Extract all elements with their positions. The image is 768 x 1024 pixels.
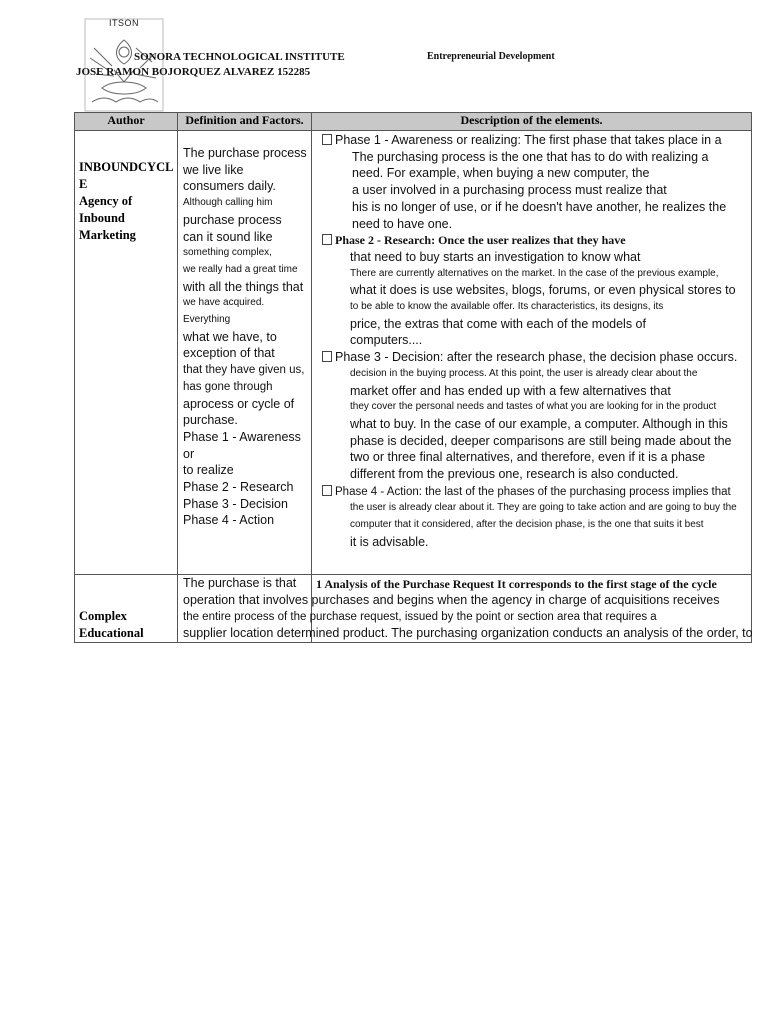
bullet-icon: [322, 351, 332, 362]
description-line: need. For example, when buying a new computer, the: [352, 166, 650, 181]
overflow-line: supplier location determined product. The purchasing organization conducts an analysis of the order, to: [183, 626, 753, 641]
definition-line: consumers daily.: [183, 179, 276, 194]
overflow-line: the entire process of the purchase request, issued by the point or section area that requires a: [183, 610, 657, 623]
description-line: they cover the personal needs and tastes of what you are looking for in the product: [350, 401, 717, 413]
definition-line: purchase.: [183, 413, 238, 428]
bullet-text: Phase 3 - Decision: after the research phase, the decision phase occurs.: [335, 350, 738, 365]
description-line: that need to buy starts an investigation to know what: [350, 249, 641, 264]
bullet-icon: [322, 485, 332, 496]
definition-cell: [178, 131, 312, 575]
table-row: [75, 575, 752, 643]
description-cell: [312, 131, 752, 575]
definition-line: Although calling him: [183, 197, 273, 209]
overflow-line: operation that involves purchases and begins when the agency in charge of acquisitions receives: [183, 593, 720, 607]
description-line: [300, 349, 751, 366]
description-line: a user involved in a purchasing process must realize that: [352, 183, 667, 198]
definition-line: we really had a great time: [183, 263, 298, 275]
author-text: [75, 575, 177, 642]
definition-line: something complex,: [183, 247, 272, 259]
definition-text: [178, 131, 311, 529]
description-line: [300, 132, 751, 149]
description-line: [300, 483, 751, 501]
description-line: computer that it considered, after the decision phase, is the one that suits it best: [350, 519, 704, 531]
definition-line: what we have, to: [183, 329, 277, 344]
definition-line: can it sound like: [183, 229, 273, 244]
definition-line: The purchase process: [183, 146, 307, 160]
definition-line: we have acquired. Everything: [183, 297, 265, 326]
author-cell: [75, 131, 178, 575]
description-line: it is advisable.: [350, 534, 429, 549]
bullet-text: Phase 4 - Action: the last of the phases of the purchasing process implies that: [335, 485, 731, 498]
description-line: his is no longer of use, or if he doesn't have another, he realizes the: [352, 199, 727, 214]
table-header-row: [75, 113, 752, 131]
definition-line: exception of that: [183, 346, 275, 361]
institute-name: SONORA TECHNOLOGICAL INSTITUTE: [134, 51, 345, 63]
author-line: Agency of: [79, 194, 133, 208]
definition-line: aprocess or cycle of: [183, 396, 295, 411]
author-cell: [75, 575, 178, 643]
description-line: to be able to know the available offer. Its characteristics, its designs, its: [350, 301, 664, 313]
description-line: need to have one.: [352, 216, 453, 231]
description-line: The purchasing process is the one that has to do with realizing a: [352, 149, 709, 164]
description-line: two or three final alternatives, and therefore, even if it is a phase: [350, 450, 706, 465]
bullet-icon: [322, 234, 332, 245]
author-line: Educational: [79, 626, 144, 640]
definition-line: to realize: [183, 463, 234, 478]
description-line: price, the extras that come with each of the models of: [350, 316, 646, 331]
author-line: Inbound: [79, 211, 125, 225]
description-first-line: 1 Analysis of the Purchase Request It corresponds to the first stage of the cycle: [316, 577, 717, 591]
comparison-table: [74, 112, 752, 643]
author-text: [75, 131, 177, 244]
student-name: JOSE RAMON BOJORQUEZ ALVAREZ 152285: [76, 66, 311, 78]
header-author: Author: [75, 113, 178, 131]
header-description: Description of the elements.: [312, 113, 752, 131]
definition-line: we live like: [183, 162, 244, 177]
definition-line: that they have given us,: [183, 364, 305, 377]
table-row: [75, 131, 752, 575]
description-line: [300, 232, 751, 249]
bullet-text: Phase 1 - Awareness or realizing: The first phase that takes place in a: [335, 133, 722, 147]
description-line: what to buy. In the case of our example, a computer. Although in this: [350, 416, 728, 431]
author-line: E: [79, 177, 88, 191]
description-text: [312, 131, 751, 551]
author-line: Complex: [79, 609, 127, 623]
definition-line: Phase 2 - Research: [183, 480, 294, 495]
definition-line: Phase 3 - Decision: [183, 496, 288, 511]
description-line: phase is decided, deeper comparisons are still being made about the: [350, 433, 732, 448]
description-line: different from the previous one, research is also conducted.: [350, 467, 679, 482]
definition-line: purchase process: [183, 212, 282, 227]
description-line: market offer and has ended up with a few alternatives that: [350, 383, 671, 398]
author-line: INBOUNDCYCL: [79, 160, 174, 174]
bullet-text: Phase 2 - Research: Once the user realizes that they have: [335, 233, 626, 248]
definition-line: has gone through: [183, 380, 273, 393]
itson-logo: [84, 18, 164, 112]
bullet-icon: [322, 134, 332, 145]
header-definition: Definition and Factors.: [178, 113, 312, 131]
description-line: what it does is use websites, blogs, forums, or even physical stores to: [350, 283, 736, 298]
definition-line: Phase 4 - Action: [183, 513, 275, 528]
definition-line: with all the things that: [183, 279, 304, 294]
description-line: There are currently alternatives on the market. In the case of the previous example,: [350, 267, 719, 279]
logo-label: ITSON: [108, 18, 139, 28]
description-line: the user is already clear about it. They are going to take action and are going to buy the: [350, 502, 737, 514]
definition-first-line: The purchase is that: [183, 576, 297, 590]
overflow-text: [183, 592, 753, 642]
course-title: Entrepreneurial Development: [427, 51, 555, 62]
author-line: Marketing: [79, 228, 136, 242]
definition-line: Phase 1 - Awareness or: [183, 429, 301, 461]
description-line: computers....: [350, 333, 423, 348]
description-line: decision in the buying process. At this point, the user is already clear about the: [350, 367, 698, 379]
